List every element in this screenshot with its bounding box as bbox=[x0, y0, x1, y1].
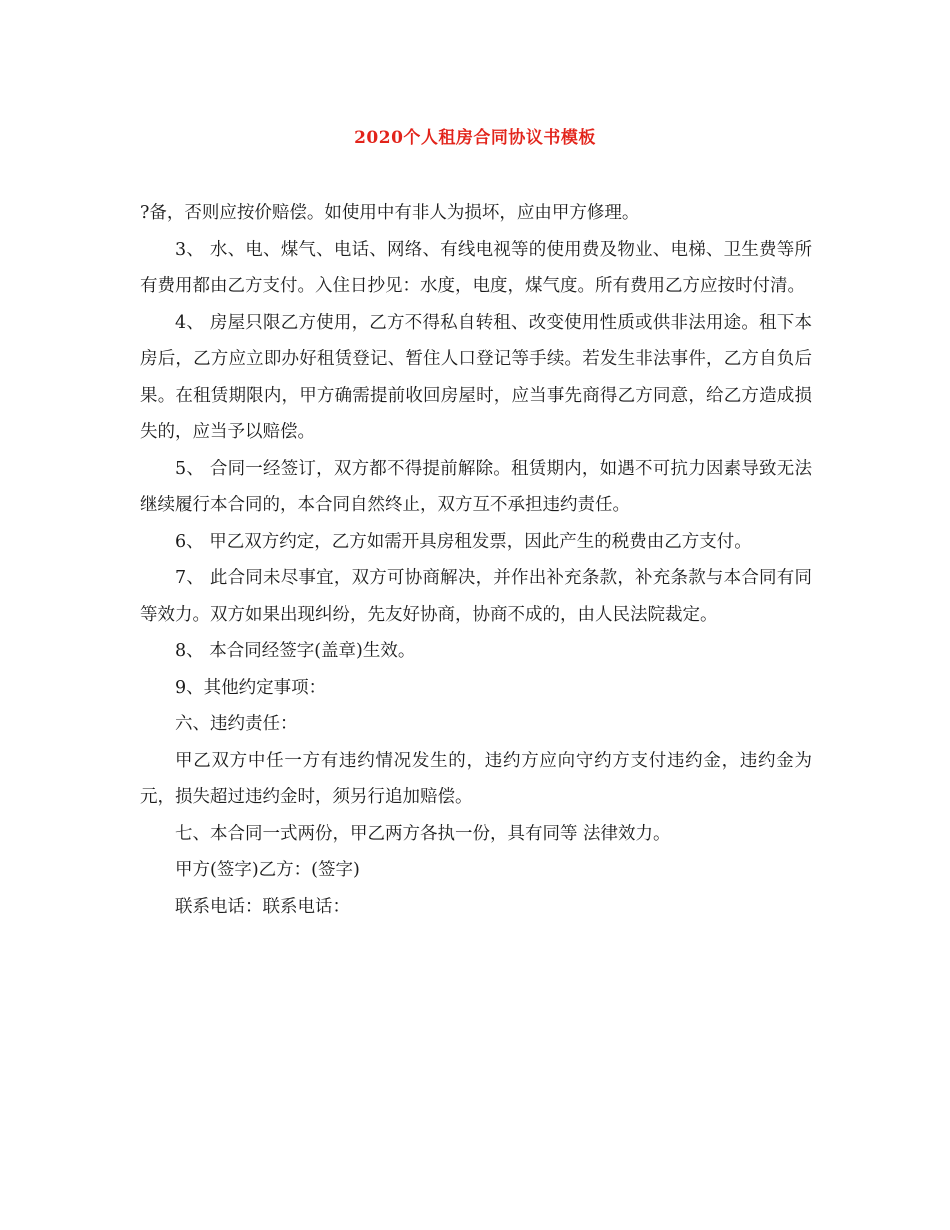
paragraph-damage-compensation: ?备，否则应按价赔偿。如使用中有非人为损坏，应由甲方修理。 bbox=[140, 203, 640, 223]
clause-8-effectiveness: 8、 本合同经签字(盖章)生效。 bbox=[175, 641, 416, 661]
clause-4-usage: 4、 房屋只限乙方使用，乙方不得私自转租、改变使用性质或供非法用途。租下本房后，乙方应立即办好租赁登记、暂住人口登记等手续。若发生非法事件，乙方自负后果。在租赁期限内，甲方确需提前收回房屋时，应当事先商得乙方同意，给乙方造成损失的，应当予以赔偿。 bbox=[140, 312, 812, 442]
signature-line: 甲方(签字)乙方：(签字) bbox=[175, 860, 360, 880]
breach-liability-text: 甲乙双方中任一方有违约情况发生的，违约方应向守约方支付违约金，违约金为元，损失超过违约金时，须另行追加赔偿。 bbox=[140, 750, 812, 807]
document-body bbox=[140, 195, 812, 925]
document-title: 2020个人租房合同协议书模板 bbox=[354, 128, 596, 148]
clause-7-disputes: 7、 此合同未尽事宜，双方可协商解决，并作出补充条款，补充条款与本合同有同等效力。双方如果出现纠纷，先友好协商，协商不成的，由人民法院裁定。 bbox=[140, 568, 812, 625]
contact-phone-line: 联系电话：联系电话： bbox=[175, 896, 350, 917]
clause-5-termination: 5、 合同一经签订，双方都不得提前解除。租赁期内，如遇不可抗力因素导致无法继续履行本合同的，本合同自然终止，双方互不承担违约责任。 bbox=[140, 458, 812, 515]
section-7-copies: 七、本合同一式两份，甲乙两方各执一份，具有同等 法律效力。 bbox=[175, 823, 671, 844]
section-6-heading: 六、违约责任： bbox=[175, 714, 298, 734]
clause-3-utilities: 3、 水、电、煤气、电话、网络、有线电视等的使用费及物业、电梯、卫生费等所有费用都由乙方支付。入住日抄见：水度，电度，煤气度。所有费用乙方应按时付清。 bbox=[140, 239, 812, 296]
clause-6-invoice: 6、 甲乙双方约定，乙方如需开具房租发票，因此产生的税费由乙方支付。 bbox=[175, 531, 752, 552]
clause-9-other-terms: 9、其他约定事项： bbox=[175, 677, 327, 698]
